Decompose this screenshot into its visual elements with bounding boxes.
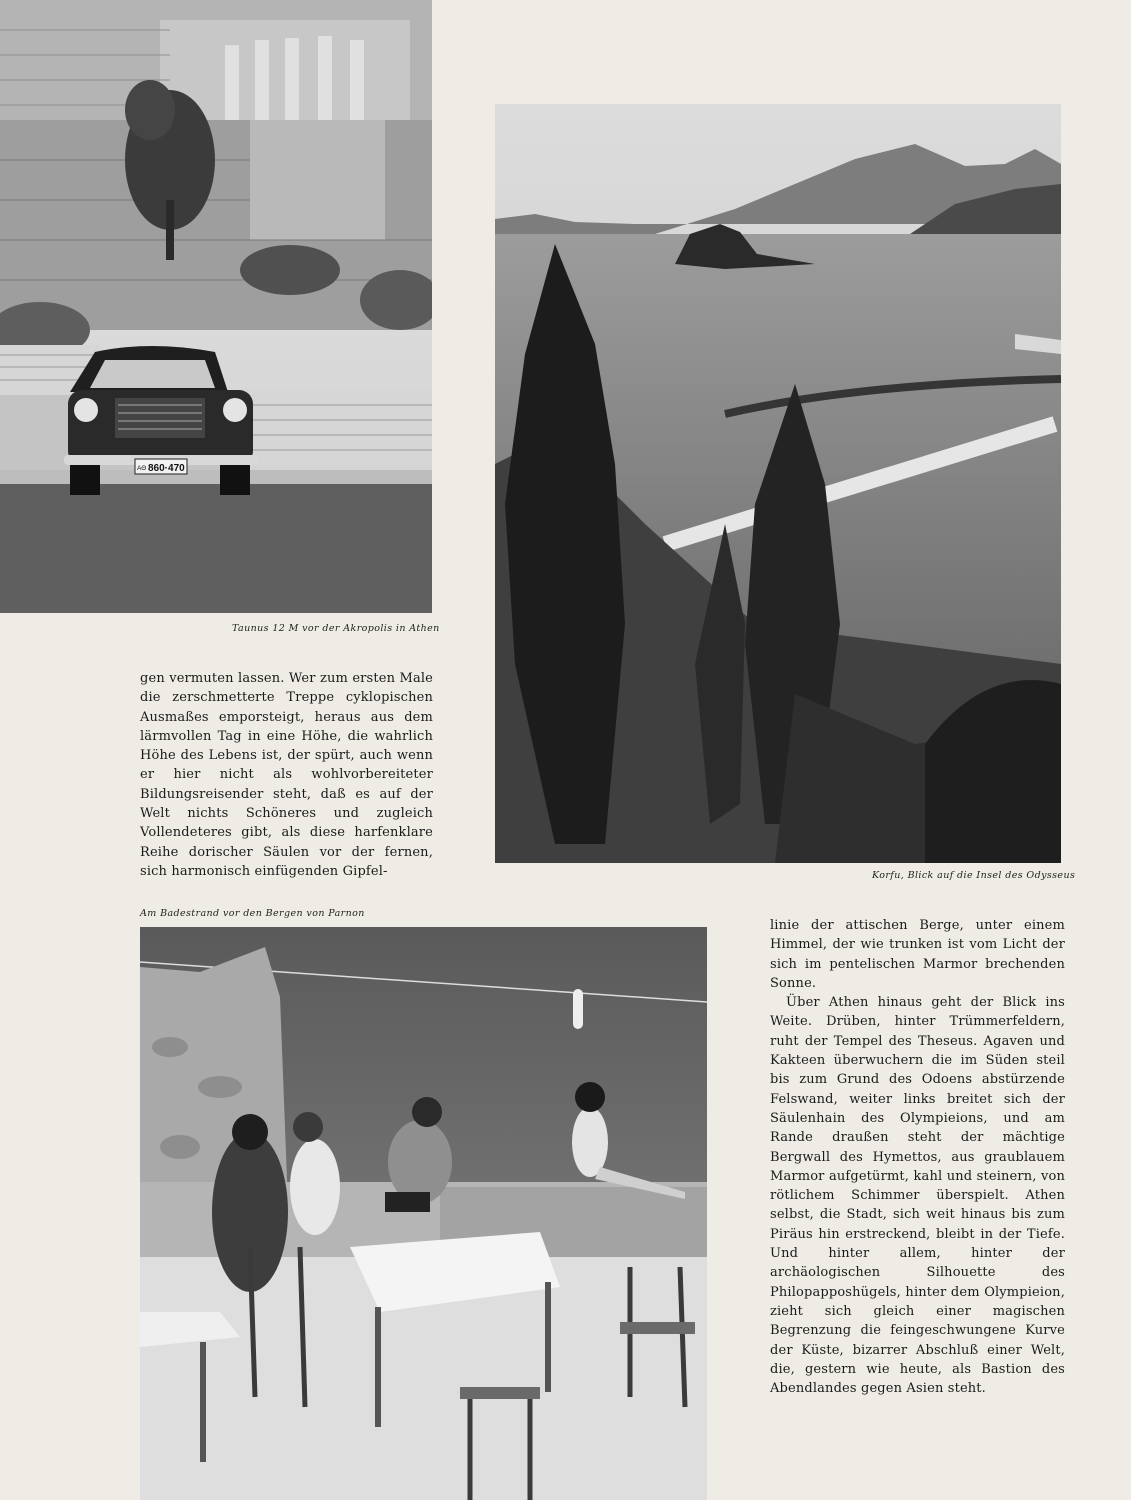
license-plate-prefix: ΑΘ bbox=[137, 465, 147, 472]
paragraph-right-1: linie der attischen Berge, unter einem Himmel, der wie trunken ist vom Licht der sich im pentelischen Marmor brechenden Sonne. bbox=[770, 918, 1065, 991]
paragraph-left: gen vermuten lassen. Wer zum ersten Male die zerschmetterte Treppe cyklopischen Ausmaßes emporsteigt, heraus aus dem lärmvollen Tag in eine Höhe, die wahrlich Höhe des Lebens ist, der spürt, auch wenn er hier nicht als wohlvorbereiteter Bildungsreisender steht, daß es auf der Welt nichts Schöneres und zugleich Vollendeteres gibt, als diese harfenklare Reihe dorischer Säulen vor der fernen, sich harmonisch einfügenden Gipfel- bbox=[140, 671, 433, 879]
paragraph-right-2: Über Athen hinaus geht der Blick ins Weite. Drüben, hinter Trümmerfeldern, ruht der Tempel des Theseus. Agaven und Kakteen überwuchern die im Süden steil bis zum Grund des Odoens abstürzende Felswand, weiter links breitet sich der Säulenhain des Olympieions, und am Rande draußen steht der mächtige Bergwall des Hymettos, aus graublauem Marmor aufgetürmt, kahl und steinern, von rötlichem Schimmer überspielt. Athen selbst, die Stadt, sich weit hinaus bis zum Piräus hin erstreckend, bleibt in der Tiefe. Und hinter allem, hinter der archäologischen Silhouette des Philopapposhügels, hinter dem Olympieion, zieht sich gleich einer magischen Begrenzung die feingeschwungene Kurve der Küste, bizarrer Abschluß einer Welt, die, gestern wie heute, als Bastion des Abendlandes gegen Asien steht. bbox=[770, 995, 1065, 1397]
caption-beach: Am Badestrand vor den Bergen von Parnon bbox=[140, 908, 365, 919]
text-column-left bbox=[140, 669, 433, 881]
photo-acropolis-car bbox=[0, 0, 432, 613]
text-column-right bbox=[770, 916, 1065, 1398]
photo-beach-terrace bbox=[140, 927, 707, 1500]
caption-acropolis: Taunus 12 M vor der Akropolis in Athen bbox=[232, 623, 440, 634]
photo-corfu bbox=[495, 104, 1061, 863]
license-plate: 860·470 bbox=[148, 463, 185, 474]
caption-corfu: Korfu, Blick auf die Insel des Odysseus bbox=[872, 870, 1076, 881]
